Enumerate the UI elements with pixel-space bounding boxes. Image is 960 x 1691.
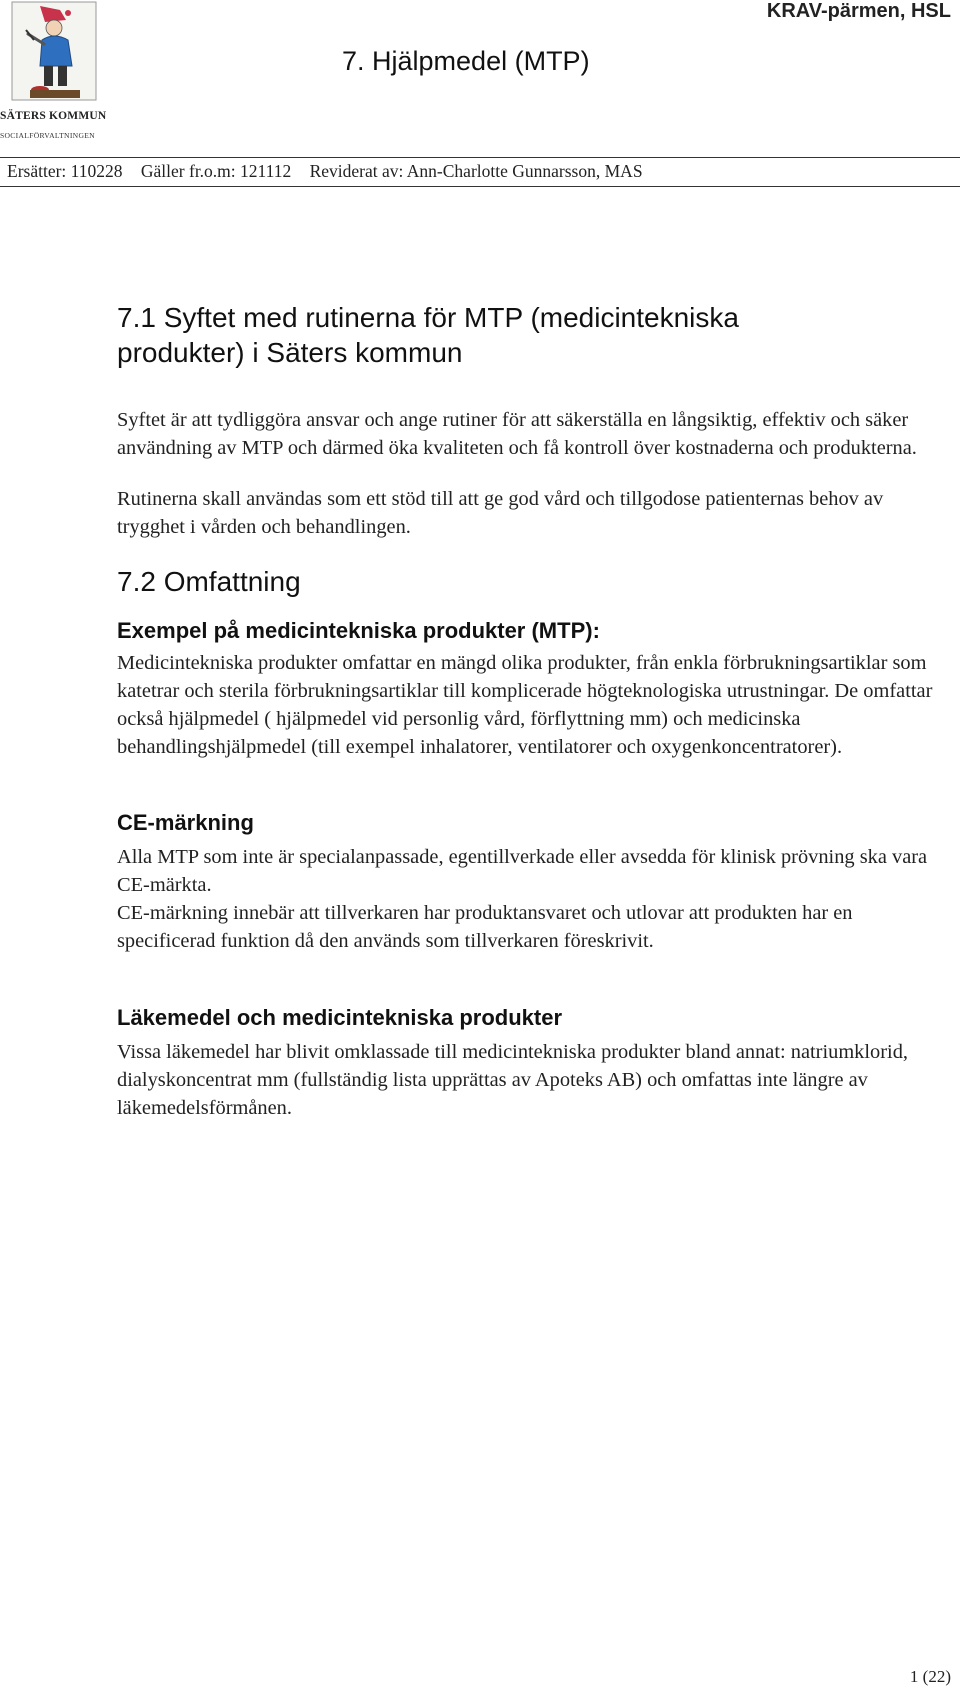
municipality-logo	[0, 0, 118, 148]
org-name: SÄTERS KOMMUN	[0, 110, 107, 122]
examples-heading: Exempel på medicintekniska produkter (MTP):	[117, 618, 600, 643]
drugs-heading: Läkemedel och medicintekniska produkter	[117, 1005, 563, 1030]
meta-replaces: Ersätter: 110228	[7, 161, 123, 181]
page-number: 1 (22)	[909, 1667, 951, 1686]
ce-marking-heading: CE-märkning	[117, 810, 254, 835]
meta-revised-by: Reviderat av: Ann-Charlotte Gunnarsson, MAS	[309, 161, 643, 181]
section-7-1-purpose: Syftet är att tydliggöra ansvar och ange rutiner för att säkerställa en långsiktig, effektiv och säker användning av MTP och därmed öka kvaliteten och få kontroll över kostnaderna och produkterna.	[117, 409, 917, 459]
ce-marking-text-1: Alla MTP som inte är specialanpassade, egentillverkade eller avsedda för klinisk prövning ska vara CE-märkta.	[117, 846, 928, 896]
section-7-1-title-line2: produkter) i Säters kommun	[117, 337, 463, 368]
org-department: SOCIALFÖRVALTNINGEN	[0, 131, 95, 140]
meta-valid-from: Gäller fr.o.m: 121112	[140, 161, 292, 181]
document-title: 7. Hjälpmedel (MTP)	[342, 46, 590, 76]
binder-label: KRAV-pärmen, HSL	[766, 0, 951, 22]
section-7-1-title-line1: 7.1 Syftet med rutinerna för MTP (medicintekniska	[117, 302, 739, 333]
section-7-1-usage: Rutinerna skall användas som ett stöd till att ge god vård och tillgodose patienternas behov av trygghet i vården och behandlingen.	[117, 488, 884, 538]
section-7-1-title	[117, 300, 947, 370]
drugs-text: Vissa läkemedel har blivit omklassade till medicintekniska produkter bland annat: natriumklorid, dialyskoncentrat mm (fullständig lista upprättas av Apoteks AB) och omfattas inte längre av läkemedelsförmånen.	[117, 1041, 908, 1119]
header-divider-bottom	[0, 186, 960, 187]
header-divider-top	[0, 157, 960, 158]
ce-marking-text-2: CE-märkning innebär att tillverkaren har produktansvaret och utlovar att produkten har en specificerad funktion då den används som tillverkaren föreskrivit.	[117, 902, 853, 952]
section-7-2-title: 7.2 Omfattning	[117, 566, 301, 597]
document-body	[117, 300, 947, 1122]
document-meta	[7, 161, 657, 182]
examples-text: Medicintekniska produkter omfattar en mängd olika produkter, från enkla förbrukningsartiklar som katetrar och sterila förbrukningsartiklar till komplicerade högteknologiska utrustningar. De omfattar också hjälpmedel ( hjälpmedel vid personlig vård, förflyttning mm) och medicinska behandlingshjälpmedel (till exempel inhalatorer, ventilatorer och oxygenkoncentratorer).	[117, 652, 933, 758]
miner-figure-icon	[10, 0, 100, 104]
